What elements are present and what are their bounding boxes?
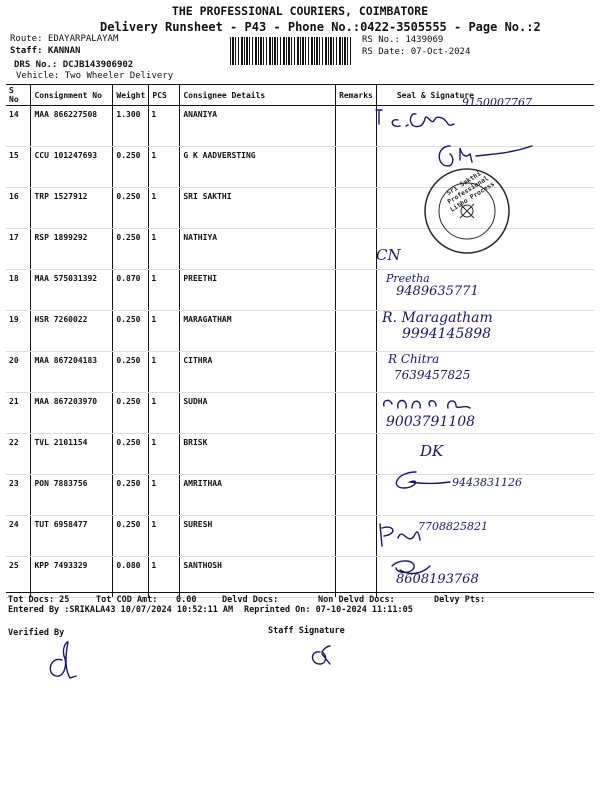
remarks-cell bbox=[336, 188, 377, 229]
sno-cell: 14 bbox=[6, 106, 31, 147]
weight-cell: 0.250 bbox=[113, 147, 149, 188]
table-row bbox=[6, 434, 594, 475]
barcode bbox=[230, 37, 352, 65]
pcs-cell: 1 bbox=[149, 270, 180, 311]
pcs-cell: 1 bbox=[149, 516, 180, 557]
stamp-text: Sri Sakthi Professional Litho Process bbox=[445, 169, 496, 214]
pcs-cell: 1 bbox=[149, 393, 180, 434]
handwritten-note: DK bbox=[420, 442, 444, 460]
consignee-cell: SANTHOSH bbox=[180, 557, 336, 598]
consignment-cell: RSP 1899292 bbox=[31, 229, 113, 270]
pcs-cell: 1 bbox=[149, 229, 180, 270]
pcs-cell: 1 bbox=[149, 352, 180, 393]
route-label: Route: EDAYARPALAYAM bbox=[10, 34, 119, 44]
weight-cell: 1.300 bbox=[113, 106, 149, 147]
col-header-seal-signature: Seal & Signature bbox=[376, 85, 594, 106]
consignee-cell: ANANIYA bbox=[180, 106, 336, 147]
weight-cell: 0.870 bbox=[113, 270, 149, 311]
col-header-consignee: Consignee Details bbox=[180, 85, 336, 106]
pcs-cell: 1 bbox=[149, 311, 180, 352]
sno-cell: 20 bbox=[6, 352, 31, 393]
table-row bbox=[6, 516, 594, 557]
weight-cell: 0.250 bbox=[113, 352, 149, 393]
consignment-cell: MAA 575031392 bbox=[31, 270, 113, 311]
consignment-cell: MAA 867204183 bbox=[31, 352, 113, 393]
weight-cell: 0.250 bbox=[113, 311, 149, 352]
col-header-remarks: Remarks bbox=[336, 85, 377, 106]
weight-cell: 0.250 bbox=[113, 516, 149, 557]
rs-number: RS No.: 1439069 bbox=[362, 35, 444, 45]
weight-cell: 0.250 bbox=[113, 475, 149, 516]
entered-by: Entered By :SRIKALA43 10/07/2024 10:52:11 AM bbox=[8, 605, 234, 615]
handwritten-name: Preetha bbox=[386, 272, 430, 285]
handwritten-signature bbox=[386, 468, 456, 492]
table-row bbox=[6, 311, 594, 352]
delivered-docs-label: Delvd Docs: bbox=[222, 595, 279, 605]
weight-cell: 0.250 bbox=[113, 393, 149, 434]
remarks-cell bbox=[336, 106, 377, 147]
remarks-cell bbox=[336, 434, 377, 475]
remarks-cell bbox=[336, 393, 377, 434]
consignment-cell: KPP 7493329 bbox=[31, 557, 113, 598]
weight-cell: 0.080 bbox=[113, 557, 149, 598]
total-cod-value: 0.00 bbox=[176, 595, 197, 605]
sno-cell: 25 bbox=[6, 557, 31, 598]
handwritten-signature bbox=[378, 392, 498, 414]
consignee-cell: PREETHI bbox=[180, 270, 336, 311]
handwritten-name: R. Maragatham bbox=[382, 310, 493, 326]
col-header-pcs: PCS bbox=[149, 85, 180, 106]
weight-cell: 0.250 bbox=[113, 434, 149, 475]
delivery-points-label: Delvy Pts: bbox=[434, 595, 486, 605]
remarks-cell bbox=[336, 147, 377, 188]
table-row bbox=[6, 393, 594, 434]
handwritten-phone: 9489635771 bbox=[396, 284, 479, 299]
rs-date: RS Date: 07-Oct-2024 bbox=[362, 47, 471, 57]
pcs-cell: 1 bbox=[149, 188, 180, 229]
consignment-cell: CCU 101247693 bbox=[31, 147, 113, 188]
handwritten-phone: 7708825821 bbox=[418, 520, 488, 533]
remarks-cell bbox=[336, 270, 377, 311]
sno-cell: 17 bbox=[6, 229, 31, 270]
remarks-cell bbox=[336, 229, 377, 270]
consignee-cell: MARAGATHAM bbox=[180, 311, 336, 352]
handwritten-phone: 8608193768 bbox=[396, 572, 479, 587]
pcs-cell: 1 bbox=[149, 475, 180, 516]
col-header-consignment: Consignment No bbox=[31, 85, 113, 106]
pcs-cell: 1 bbox=[149, 147, 180, 188]
consignee-cell: BRISK bbox=[180, 434, 336, 475]
consignee-cell: CITHRA bbox=[180, 352, 336, 393]
sno-cell: 21 bbox=[6, 393, 31, 434]
col-header-sno: S No bbox=[6, 85, 31, 106]
sno-cell: 19 bbox=[6, 311, 31, 352]
sno-cell: 16 bbox=[6, 188, 31, 229]
remarks-cell bbox=[336, 352, 377, 393]
footer-divider bbox=[6, 592, 594, 593]
weight-cell: 0.250 bbox=[113, 229, 149, 270]
consignee-cell: NATHIYA bbox=[180, 229, 336, 270]
handwritten-phone: 9994145898 bbox=[402, 326, 492, 342]
sno-cell: 24 bbox=[6, 516, 31, 557]
handwritten-phone: 9003791108 bbox=[386, 414, 476, 430]
verified-signature bbox=[40, 638, 80, 684]
sno-cell: 23 bbox=[6, 475, 31, 516]
consignment-cell: TRP 1527912 bbox=[31, 188, 113, 229]
remarks-cell bbox=[336, 516, 377, 557]
handwritten-phone: 9443831126 bbox=[452, 476, 522, 489]
consignee-cell: SURESH bbox=[180, 516, 336, 557]
pcs-cell: 1 bbox=[149, 434, 180, 475]
document-subtitle: Delivery Runsheet - P43 - Phone No.:0422-3505555 - Page No.:2 bbox=[100, 20, 541, 34]
handwritten-note: CN bbox=[376, 246, 401, 264]
sno-cell: 18 bbox=[6, 270, 31, 311]
reprinted-on: Reprinted On: 07-10-2024 11:11:05 bbox=[244, 605, 413, 615]
non-delivered-docs-label: Non Delvd Docs: bbox=[318, 595, 395, 605]
consignee-cell: SRI SAKTHI bbox=[180, 188, 336, 229]
consignee-cell: SUDHA bbox=[180, 393, 336, 434]
staff-label: Staff: KANNAN bbox=[10, 46, 81, 56]
consignee-cell: G K AADVERSTING bbox=[180, 147, 336, 188]
handwritten-signature bbox=[372, 106, 522, 136]
staff-signature bbox=[306, 642, 334, 670]
consignment-cell: MAA 867203970 bbox=[31, 393, 113, 434]
consignment-cell: PON 7883756 bbox=[31, 475, 113, 516]
sno-cell: 15 bbox=[6, 147, 31, 188]
table-row bbox=[6, 270, 594, 311]
handwritten-phone: 9150007767 bbox=[462, 96, 532, 109]
sno-cell: 22 bbox=[6, 434, 31, 475]
handwritten-name: R Chitra bbox=[388, 352, 440, 366]
consignee-cell: AMRITHAA bbox=[180, 475, 336, 516]
remarks-cell bbox=[336, 311, 377, 352]
table-row bbox=[6, 352, 594, 393]
col-header-weight: Weight bbox=[113, 85, 149, 106]
weight-cell: 0.250 bbox=[113, 188, 149, 229]
pcs-cell: 1 bbox=[149, 106, 180, 147]
consignment-cell: MAA 866227508 bbox=[31, 106, 113, 147]
vehicle-label: Vehicle: Two Wheeler Delivery bbox=[16, 71, 174, 81]
remarks-cell bbox=[336, 475, 377, 516]
handwritten-phone: 7639457825 bbox=[394, 368, 471, 382]
verified-by-label: Verified By bbox=[8, 628, 65, 638]
consignment-cell: TUT 6958477 bbox=[31, 516, 113, 557]
document-title: THE PROFESSIONAL COURIERS, COIMBATORE bbox=[171, 4, 429, 18]
total-cod-label: Tot COD Amt: bbox=[96, 595, 158, 605]
pcs-cell: 1 bbox=[149, 557, 180, 598]
consignment-cell: TVL 2101154 bbox=[31, 434, 113, 475]
staff-signature-label: Staff Signature bbox=[268, 626, 345, 636]
drs-label: DRS No.: DCJB143906902 bbox=[14, 60, 134, 70]
handwritten-signature bbox=[374, 520, 424, 550]
total-docs: Tot Docs: 25 bbox=[8, 595, 70, 605]
consignment-cell: HSR 7260022 bbox=[31, 311, 113, 352]
